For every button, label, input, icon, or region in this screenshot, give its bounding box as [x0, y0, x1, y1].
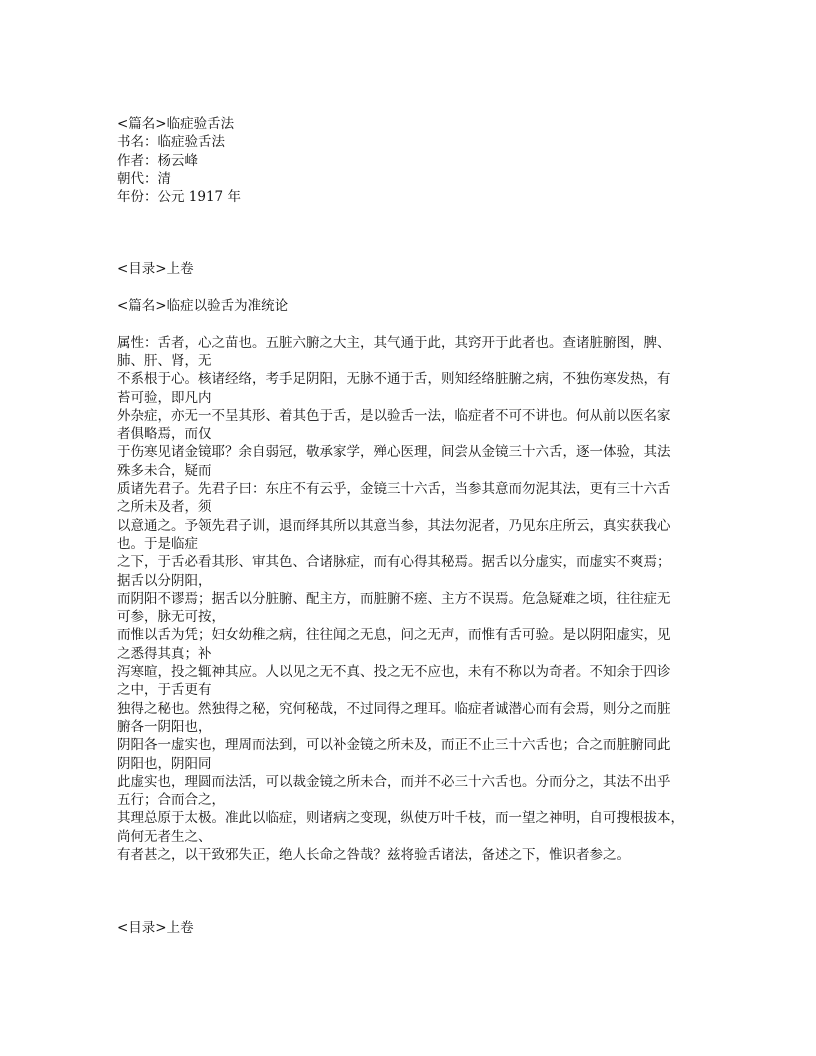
body-line: 属性：舌者，心之苗也。五脏六腑之大主，其气通于此，其窍开于此者也。查诸脏腑图，脾、 [117, 334, 671, 351]
spacer [117, 206, 717, 260]
dynasty: 朝代：清 [117, 170, 171, 187]
body-line: 外杂症，亦无一不呈其形、着其色于舌，是以验舌一法，临症者不可不讲也。何从前以医名家 [117, 407, 671, 424]
body-line: 于伤寒见诸金镜耶？余自弱冠，敬承家学，殚心医理，间尝从金镜三十六舌，逐一体验，其法 [117, 444, 671, 461]
body-line: 以意通之。予领先君子训，退而绎其所以其意当参，其法勿泥者，乃见东庄所云，真实获我心 [117, 517, 671, 534]
body-line: 此虚实也，理圆而法活，可以裁金镜之所未合，而并不必三十六舌也。分而分之，其法不出乎 [117, 773, 671, 790]
section-chapter-title: <篇名>临症以验舌为准统论 [117, 298, 289, 315]
year: 年份：公元 1917 年 [117, 189, 241, 206]
body-line: 有者甚之，以干致邪失正，绝人长命之咎哉？兹将验舌诸法，备述之下，惟识者参之。 [117, 846, 630, 863]
document-page [117, 115, 717, 938]
spacer [117, 279, 717, 297]
body-line: 阴阳也，阴阳同 [117, 755, 212, 772]
body-line: 腑各一阴阳也， [117, 718, 212, 735]
body-line: 其理总原于太极。准此以临症，则诸病之变现，纵使万叶千枝，而一望之神明，自可搜根拔本， [117, 810, 684, 827]
body-line: 之所未及者，须 [117, 499, 212, 516]
body-line: 质诸先君子。先君子曰：东庄不有云乎，金镜三十六舌，当参其意而勿泥其法，更有三十六舌 [117, 481, 671, 498]
body-line: 而阴阳不谬焉；据舌以分脏腑、配主方，而脏腑不瘥、主方不误焉。危急疑难之顷，往往症无 [117, 590, 671, 607]
body-line: 阴阳各一虚实也，理周而法到，可以补金镜之所未及，而正不止三十六舌也；合之而脏腑同此 [117, 737, 671, 754]
body-line: 之下，于舌必看其形、审其色、合诸脉症，而有心得其秘焉。据舌以分虚实，而虚实不爽焉； [117, 554, 671, 571]
chapter-title: <篇名>临症验舌法 [117, 116, 235, 132]
body-text [117, 334, 717, 865]
body-line: 而惟以舌为凭；妇女幼稚之病，往往闻之无息，问之无声，而惟有舌可验。是以阴阳虚实，见 [117, 627, 671, 644]
body-line: 之中，于舌更有 [117, 682, 212, 699]
body-line: 独得之秘也。然独得之秘，究何秘哉，不过同得之理耳。临症者诚潜心而有会焉，则分之而脏 [117, 700, 671, 717]
toc-heading-footer: <目录>上卷 [117, 920, 194, 937]
toc-heading: <目录>上卷 [117, 261, 194, 278]
body-line: 五行；合而合之， [117, 792, 225, 809]
body-line: 泻寒暄，投之辄神其应。人以见之无不真、投之无不应也，未有不称以为奇者。不知余于四诊 [117, 664, 671, 681]
body-line: 尚何无者生之、 [117, 828, 212, 845]
body-line: 可参，脉无可按， [117, 609, 225, 626]
body-line: 之悉得其真；补 [117, 645, 212, 662]
body-line: 者俱略焉，而仅 [117, 426, 212, 443]
body-line: 肺、肝、肾，无 [117, 352, 212, 369]
body-line: 据舌以分阴阳， [117, 572, 212, 589]
book-name: 书名：临症验舌法 [117, 134, 225, 151]
book-metadata [117, 115, 717, 206]
body-line: 也。于是临症 [117, 535, 198, 552]
body-line: 殊多未合，疑而 [117, 462, 212, 479]
author: 作者：杨云峰 [117, 152, 198, 169]
body-line: 不系根于心。核诸经络，考手足阴阳，无脉不通于舌，则知经络脏腑之病，不独伤寒发热，有 [117, 371, 671, 388]
body-line: 苔可验，即凡内 [117, 389, 212, 406]
spacer [117, 315, 717, 333]
spacer [117, 864, 717, 919]
